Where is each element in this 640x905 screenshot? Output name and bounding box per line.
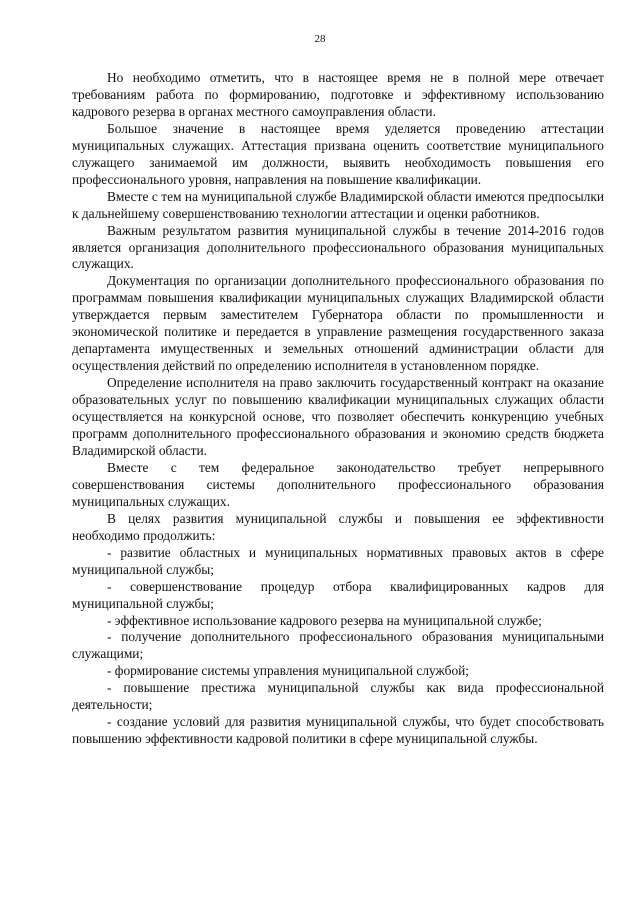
paragraph: Вместе с тем на муниципальной службе Владимирской области имеются предпосылки к дальнейшему совершенствованию технологии аттестации и оценки работников.	[72, 188, 604, 221]
paragraph: Но необходимо отметить, что в настоящее время не в полной мере отвечает требованиям работа по формированию, подготовке и эффективному использованию кадрового резерва в органах местного самоуправления области.	[72, 70, 604, 119]
paragraph: В целях развития муниципальной службы и повышения ее эффективности необходимо продолжить:	[72, 510, 604, 543]
list-item: - создание условий для развития муниципальной службы, что будет способствовать повышению эффективности кадровой политики в сфере муниципальной службы.	[72, 714, 604, 747]
paragraph: Большое значение в настоящее время уделяется проведению аттестации муниципальных служащих. Аттестация призвана оценить соответствие муниципального служащего занимаемой им должности, выявить необходимость повышения его профессионального уровня, направления на повышение квалификации.	[72, 120, 604, 187]
paragraph: Вместе с тем федеральное законодательство требует непрерывного совершенствования системы дополнительного профессионального образования муниципальных служащих.	[72, 459, 604, 509]
document-body	[72, 70, 604, 748]
list-item: - получение дополнительного профессионального образования муниципальными служащими;	[72, 629, 604, 662]
paragraph: Важным результатом развития муниципальной службы в течение 2014-2016 годов является организация дополнительного профессионального образования муниципальных служащих.	[72, 222, 604, 272]
list-item: - совершенствование процедур отбора квалифицированных кадров для муниципальной службы;	[72, 578, 604, 611]
paragraph: Определение исполнителя на право заключить государственный контракт на оказание образовательных услуг по повышению квалификации муниципальных служащих области осуществляется на конкурсной основе, что позволяет обеспечить конкуренцию учебных программ дополнительного профессионального образования и экономию средств бюджета Владимирской области.	[72, 375, 604, 458]
list-item: - формирование системы управления муниципальной службой;	[107, 663, 470, 679]
list-item: - повышение престижа муниципальной службы как вида профессиональной деятельности;	[72, 680, 604, 713]
page-number: 28	[314, 33, 326, 45]
list-item: - эффективное использование кадрового резерва на муниципальной службе;	[107, 612, 542, 628]
paragraph: Документация по организации дополнительного профессионального образования по программам повышения квалификации муниципальных служащих Владимирской области утверждается первым заместителем Губернатора области по промышленности и экономической политике и передается в управление размещения государственного заказа департамента имущественных и земельных отношений администрации области для осуществления действий по определению исполнителя в установленном порядке.	[72, 273, 604, 374]
list-item: - развитие областных и муниципальных нормативных правовых актов в сфере муниципальной службы;	[72, 544, 604, 577]
